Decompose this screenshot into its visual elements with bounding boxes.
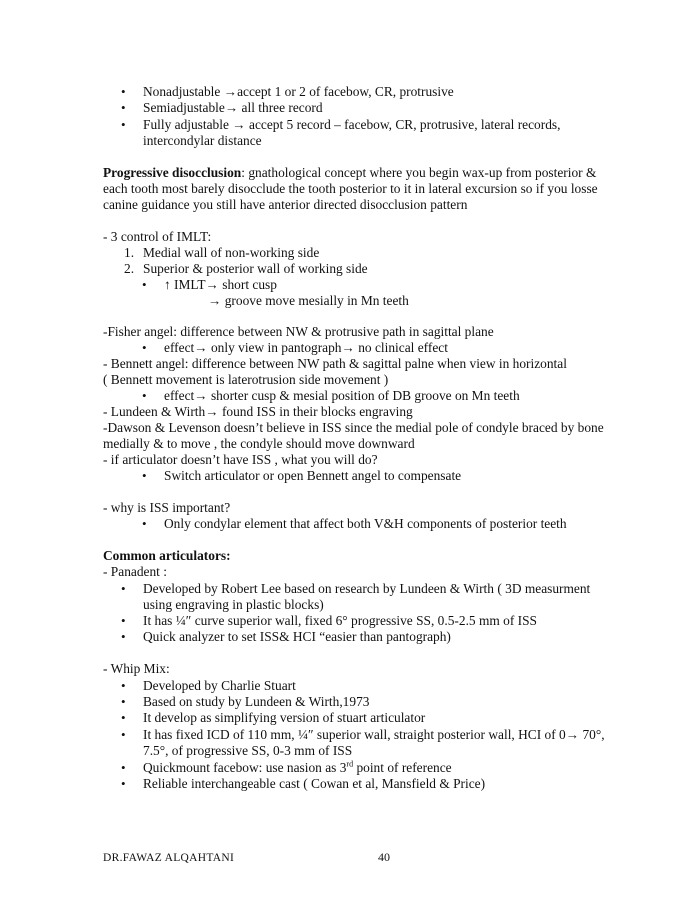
iss-question: - why is ISS important? xyxy=(103,500,231,515)
progressive-line-2: each tooth most barely disocclude the tooth posterior to it in lateral excursion so if you losse xyxy=(103,181,598,196)
progressive-term: Progressive disocclusion xyxy=(103,165,242,180)
iss-answer: • Only condylar element that affect both V&H components of posterior teeth xyxy=(164,516,567,532)
articulator-question: - if articulator doesn’t have ISS , what you will do? xyxy=(103,452,378,467)
bullet-semiadjustable: • Semiadjustable→ all three record xyxy=(143,100,323,116)
page-number: 40 xyxy=(378,850,390,864)
dawson-line-1: -Dawson & Levenson doesn’t believe in ISS since the medial pole of condyle braced by bone xyxy=(103,420,604,435)
quickmount-text: Quickmount facebow: use nasion as 3 xyxy=(143,760,347,775)
bullet-fully-adjustable-cont: intercondylar distance xyxy=(143,133,262,148)
lundeen-line: - Lundeen & Wirth→ found ISS in their blocks engraving xyxy=(103,404,413,419)
bullet-fully-adjustable: • Fully adjustable → accept 5 record – facebow, CR, protrusive, lateral records, xyxy=(143,117,560,133)
whipmix-heading: - Whip Mix: xyxy=(103,661,170,676)
panadent-item-2: • It has ¼″ curve superior wall, fixed 6° progressive SS, 0.5-2.5 mm of ISS xyxy=(143,613,537,629)
progressive-def: : gnathological concept where you begin wax-up from posterior & xyxy=(241,165,597,180)
imlt-sub-1: • ↑ IMLT→ short cusp xyxy=(164,277,277,293)
panadent-heading: - Panadent : xyxy=(103,564,167,579)
dawson-line-2: medially & to move , the condyle should move downward xyxy=(103,436,415,451)
whipmix-item-3: • It develop as simplifying version of stuart articulator xyxy=(143,710,425,726)
whipmix-item-5 xyxy=(143,760,452,776)
panadent-item-3: • Quick analyzer to set ISS& HCI “easier than pantograph) xyxy=(143,629,451,645)
bennett-angle-line: - Bennett angel: difference between NW path & sagittal palne when view in horizontal xyxy=(103,356,567,371)
bullet-nonadjustable: • Nonadjustable →accept 1 or 2 of facebow, CR, protrusive xyxy=(143,84,454,100)
bennett-movement-line: ( Bennett movement is laterotrusion side movement ) xyxy=(103,372,389,387)
bennett-effect: • effect→ shorter cusp & mesial position of DB groove on Mn teeth xyxy=(164,388,520,404)
footer-author: DR.FAWAZ ALQAHTANI xyxy=(103,852,235,864)
whipmix-item-1: • Developed by Charlie Stuart xyxy=(143,678,296,694)
imlt-num-2: 2. xyxy=(124,261,135,276)
whipmix-item-4: • It has fixed ICD of 110 mm, ¼″ superior wall, straight posterior wall, HCI of 0→ 70°, xyxy=(143,727,605,743)
imlt-item-1: Medial wall of non-working side xyxy=(143,245,320,260)
panadent-item-1-cont: using engraving in plastic blocks) xyxy=(143,597,324,612)
imlt-sub-2: → groove move mesially in Mn teeth xyxy=(208,293,409,308)
quickmount-text-end: point of reference xyxy=(353,760,452,775)
progressive-line-3: canine guidance you still have anterior directed disocclusion pattern xyxy=(103,197,468,212)
imlt-heading: - 3 control of IMLT: xyxy=(103,229,212,244)
articulator-answer: • Switch articulator or open Bennett angel to compensate xyxy=(164,468,461,484)
superscript-rd: rd xyxy=(346,759,354,769)
common-articulators-heading: Common articulators: xyxy=(103,548,231,563)
whipmix-item-6: • Reliable interchangeable cast ( Cowan et al, Mansfield & Price) xyxy=(143,776,485,792)
fisher-angle-line: -Fisher angel: difference between NW & protrusive path in sagittal plane xyxy=(103,324,494,339)
fisher-effect: • effect→ only view in pantograph→ no clinical effect xyxy=(164,340,448,356)
panadent-item-1: • Developed by Robert Lee based on research by Lundeen & Wirth ( 3D measurment xyxy=(143,581,590,597)
whipmix-item-2: • Based on study by Lundeen & Wirth,1973 xyxy=(143,694,369,710)
imlt-item-2: Superior & posterior wall of working side xyxy=(143,261,368,276)
whipmix-item-4-cont: 7.5°, of progressive SS, 0-3 mm of ISS xyxy=(143,743,353,758)
progressive-line-1 xyxy=(103,165,596,181)
imlt-num-1: 1. xyxy=(124,245,135,260)
